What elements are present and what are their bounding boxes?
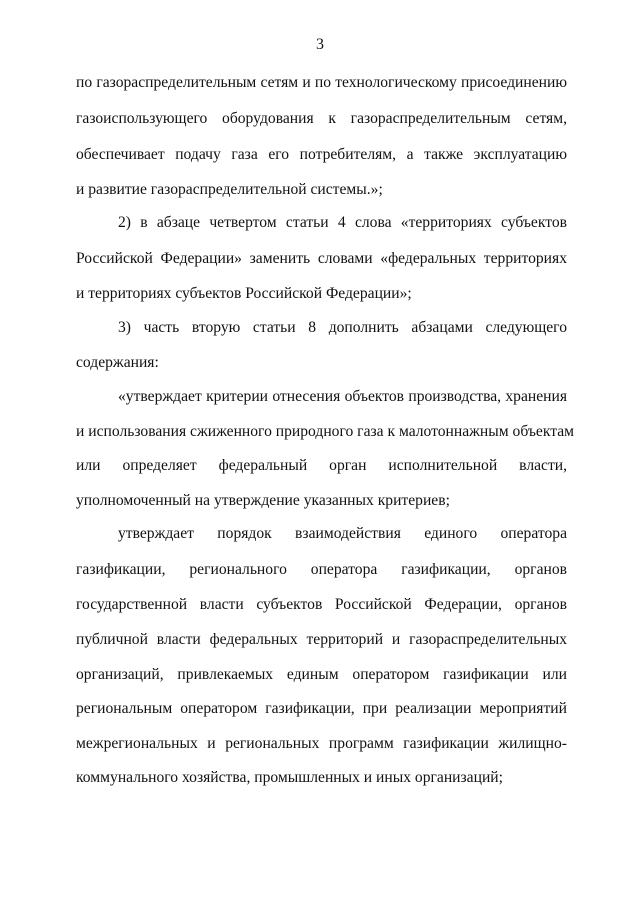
text-line: региональным оператором газификации, при реализации мероприятий [76, 700, 567, 717]
text-line: уполномоченный на утверждение указанных критериев; [76, 492, 450, 509]
text-line: организаций, привлекаемых единым оператором газификации или [76, 666, 567, 683]
text-line: государственной власти субъектов Российской Федерации, органов [76, 596, 567, 613]
text-line: публичной власти федеральных территорий и газораспределительных [76, 631, 567, 648]
text-line: газификации, регионального оператора газификации, органов [76, 561, 567, 578]
text-line: и развитие газораспределительной системы.»; [76, 181, 383, 198]
text-line: и территориях субъектов Российской Федерации»; [76, 285, 412, 302]
text-line: утверждает порядок взаимодействия единого оператора [118, 525, 567, 542]
text-line: межрегиональных и региональных программ газификации жилищно- [76, 735, 567, 752]
text-line: 3) часть вторую статьи 8 дополнить абзацами следующего [118, 319, 567, 336]
text-line: обеспечивает подачу газа его потребителям, а также эксплуатацию [76, 146, 567, 163]
text-line: Российской Федерации» заменить словами «федеральных территориях [76, 250, 567, 267]
text-line: «утверждает критерии отнесения объектов производства, хранения [118, 388, 567, 405]
text-line: коммунального хозяйства, промышленных и иных организаций; [76, 769, 503, 786]
text-line: или определяет федеральный орган исполнительной власти, [76, 457, 567, 474]
text-line: содержания: [76, 354, 159, 371]
text-line: по газораспределительным сетям и по технологическому присоединению [76, 74, 567, 91]
page-number: 3 [316, 36, 324, 53]
text-line: и использования сжиженного природного газа к малотоннажным объектам [76, 423, 575, 440]
text-line: 2) в абзаце четвертом статьи 4 слова «территориях субъектов [118, 214, 567, 231]
text-line: газоиспользующего оборудования к газораспределительным сетям, [76, 110, 567, 127]
